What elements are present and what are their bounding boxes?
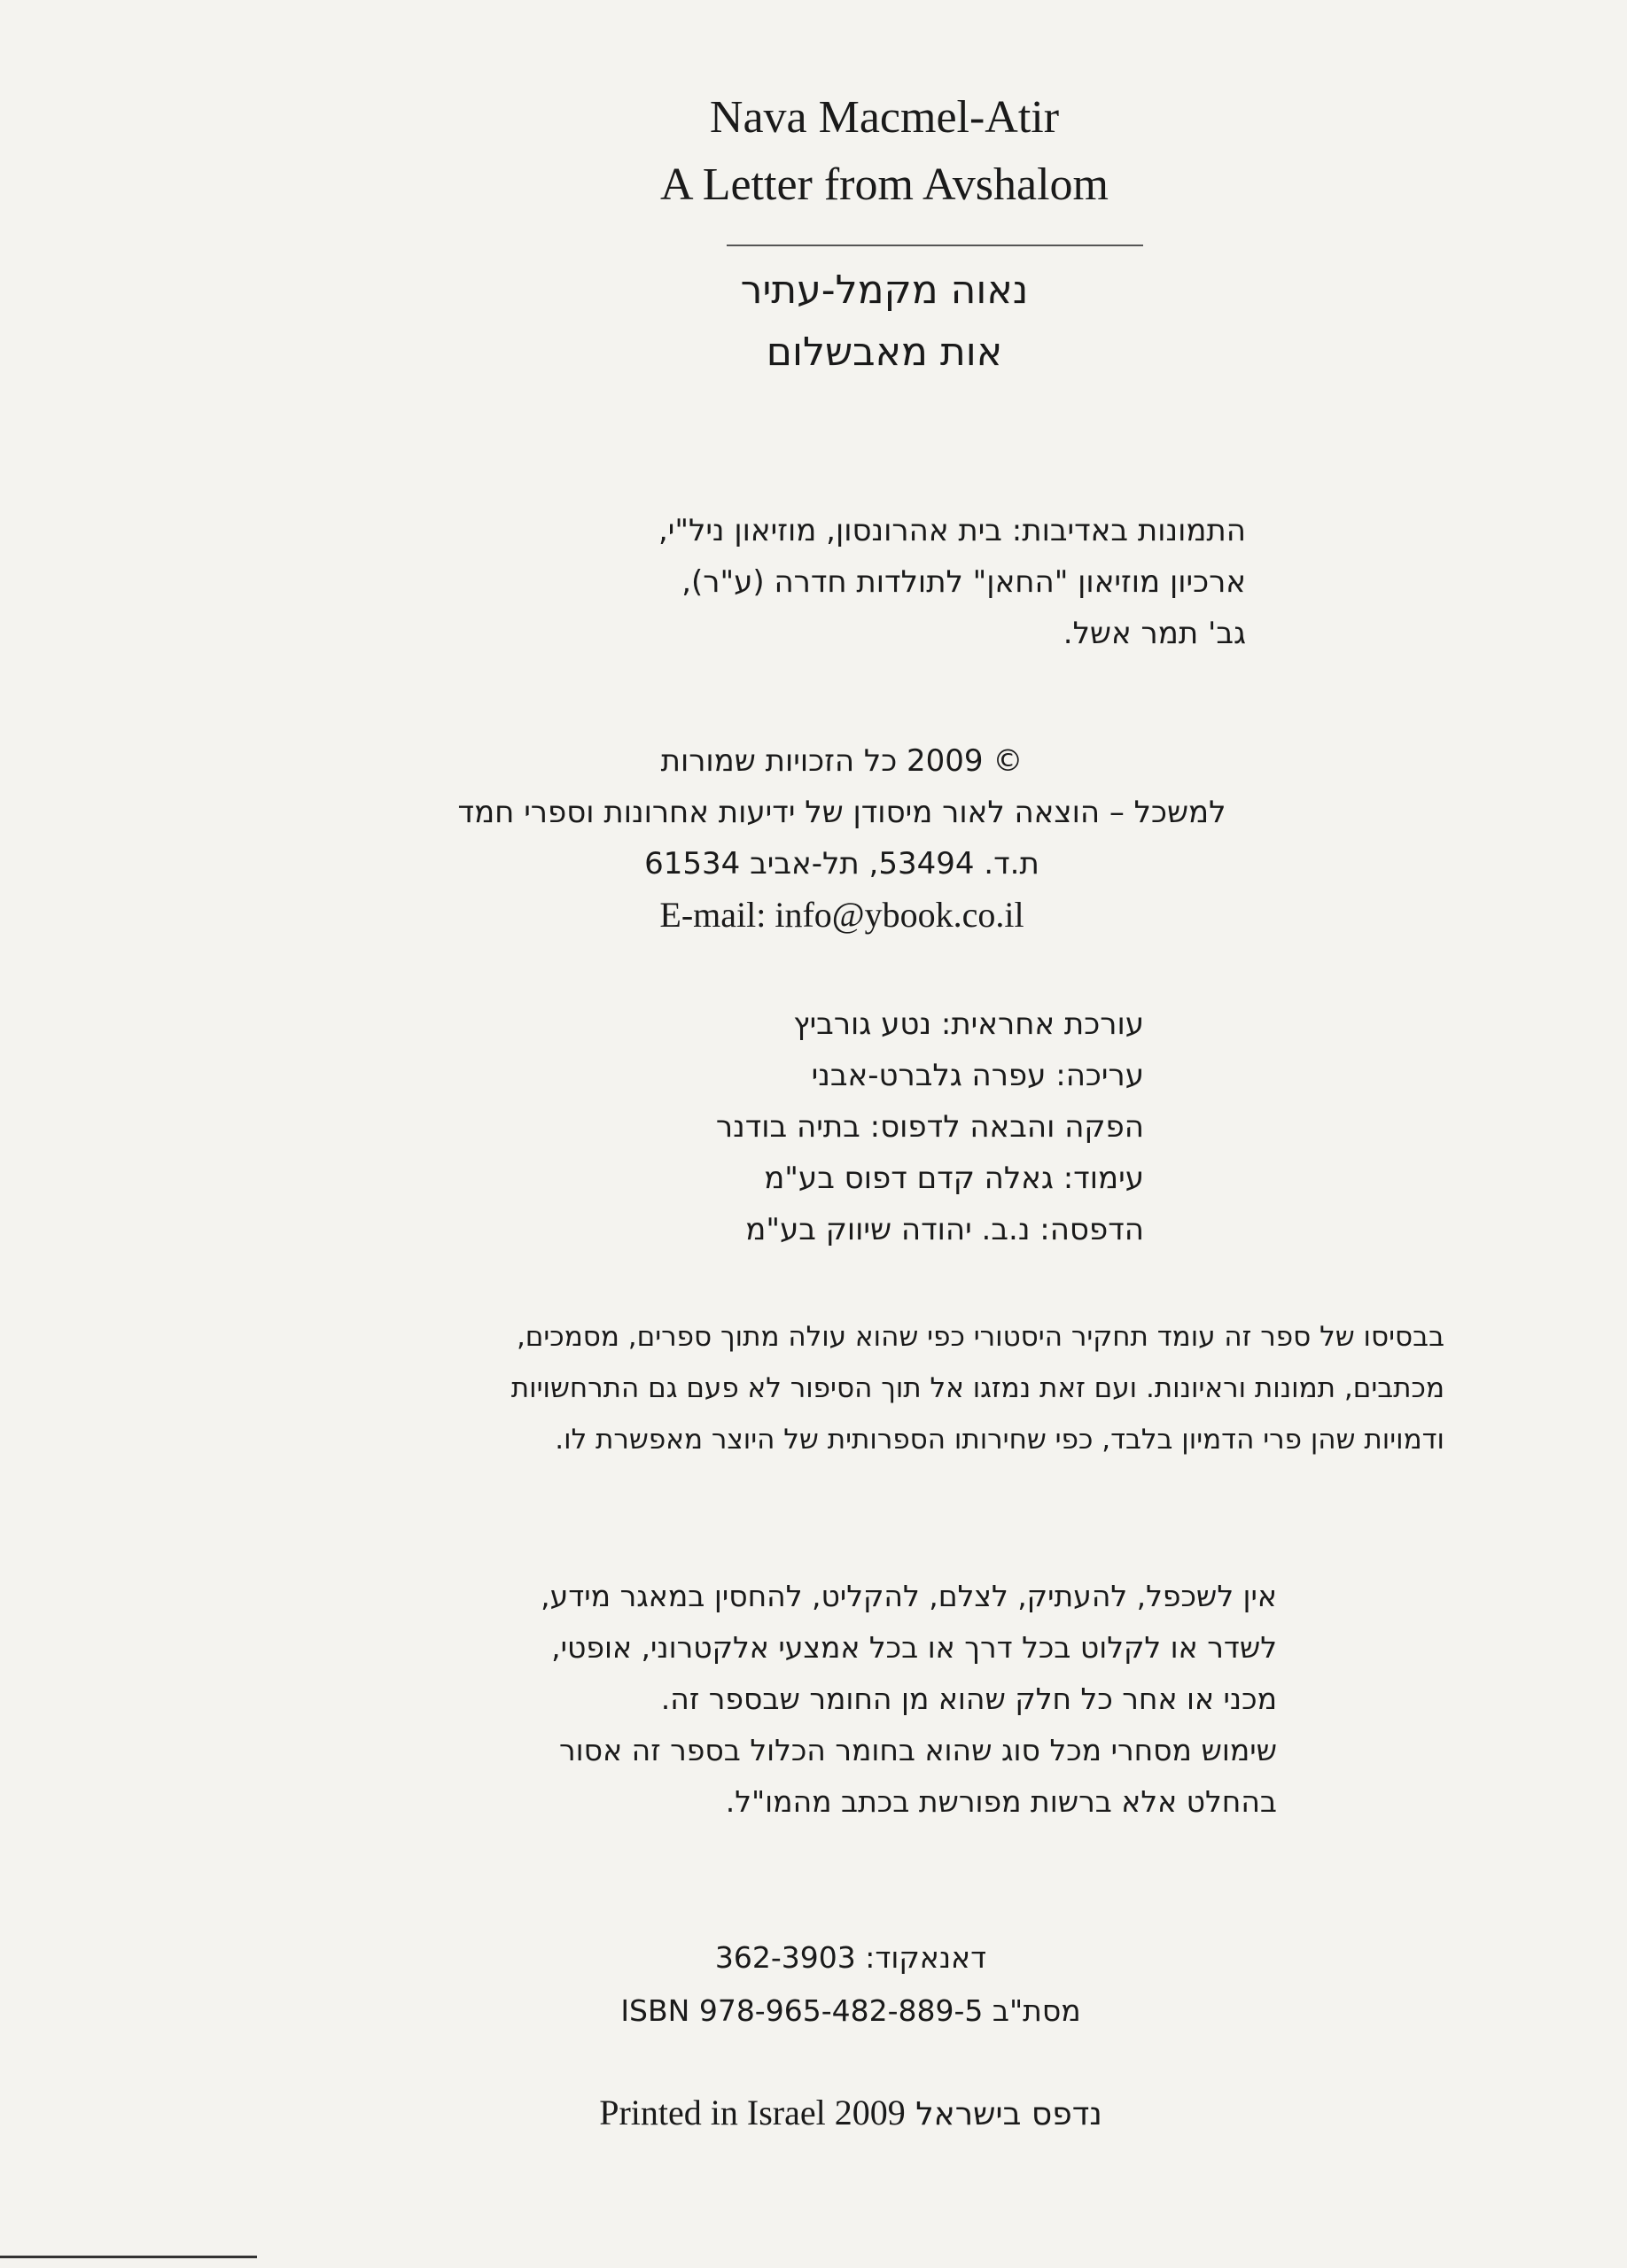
staff-line: הדפסה: נ.ב. יהודה שיווק בע"מ (745, 1212, 1144, 1247)
credits-line: גב' תמר אשל. (1063, 616, 1246, 651)
reproduction-notice (302, 1571, 1277, 1828)
legal-line: בהחלט אלא ברשות מפורשת בכתב מהמו"ל. (725, 1784, 1277, 1819)
page-edge (0, 2256, 257, 2258)
copyright-block (177, 735, 1418, 941)
contact-email: E-mail: info@ybook.co.il (659, 895, 1024, 935)
publisher-line: למשכל – הוצאה לאור מיסודן של ידיעות אחרונות וספרי חמד (457, 795, 1226, 830)
disclaimer-line: בבסיסו של ספר זה עומד תחקיר היסטורי כפי שהוא עולה מתוך ספרים, מסמכים, (516, 1321, 1444, 1353)
staff-line: הפקה והבאה לדפוס: בתיה בודנר (715, 1109, 1144, 1145)
disclaimer-line: מכתבים, תמונות וראיונות. ועם זאת נמזגו אל תוך הסיפור לא פעם גם התרחשויות (510, 1372, 1444, 1404)
disclaimer-line: ודמויות שהן פרי הדמיון בלבד, כפי שחירותו הספרותית של היוצר מאפשרת לו. (555, 1424, 1444, 1456)
english-book-title: A Letter from Avshalom (660, 159, 1109, 210)
legal-line: לשדר או לקלוט בכל דרך או בכל אמצעי אלקטרוני, אופטי, (551, 1630, 1277, 1665)
danacode: דאנאקוד: 362-3903 (714, 1940, 987, 1975)
editorial-staff (435, 998, 1144, 1255)
staff-line: עורכת אחראית: נטע גורביץ (793, 1006, 1144, 1042)
staff-line: עימוד: גאלה קדם דפוס בע"מ (764, 1161, 1144, 1196)
legal-line: מכני או אחר כל חלק שהוא מן החומר שבספר זה. (660, 1682, 1277, 1716)
title-divider (727, 245, 1143, 246)
credits-line: ארכיון מוזיאון "החאן" לתולדות חדרה (ע"ר), (681, 564, 1246, 600)
printed-english: Printed in Israel 2009 (599, 2093, 906, 2132)
catalog-codes (177, 1931, 1418, 2038)
printed-in-israel (177, 2086, 1418, 2141)
staff-line: עריכה: עפרה גלברט-אבני (811, 1058, 1144, 1093)
legal-line: שימוש מסחרי מכל סוג שהוא בחומר הכלול בספר זה אסור (559, 1733, 1277, 1767)
hebrew-book-title: אות מאבשלום (766, 330, 1003, 375)
isbn: מסת"ב ISBN 978-965-482-889-5 (620, 1993, 1081, 2028)
copyright-notice: © 2009 כל הזכויות שמורות (660, 743, 1024, 779)
photo-credits (360, 505, 1246, 659)
historical-disclaimer (292, 1311, 1444, 1465)
postal-address: ת.ד. 53494, תל-אביב 61534 (644, 846, 1039, 882)
credits-line: התמונות באדיבות: בית אהרונסון, מוזיאון ניל"י, (658, 513, 1246, 548)
hebrew-author-name: נאוה מקמל-עתיר (740, 268, 1029, 313)
legal-line: אין לשכפל, להעתיק, לצלם, להקליט, להחסין במאגר מידע, (541, 1579, 1277, 1613)
english-author-name: Nava Macmel-Atir (709, 92, 1060, 143)
printed-hebrew: נדפס בישראל (915, 2096, 1102, 2132)
